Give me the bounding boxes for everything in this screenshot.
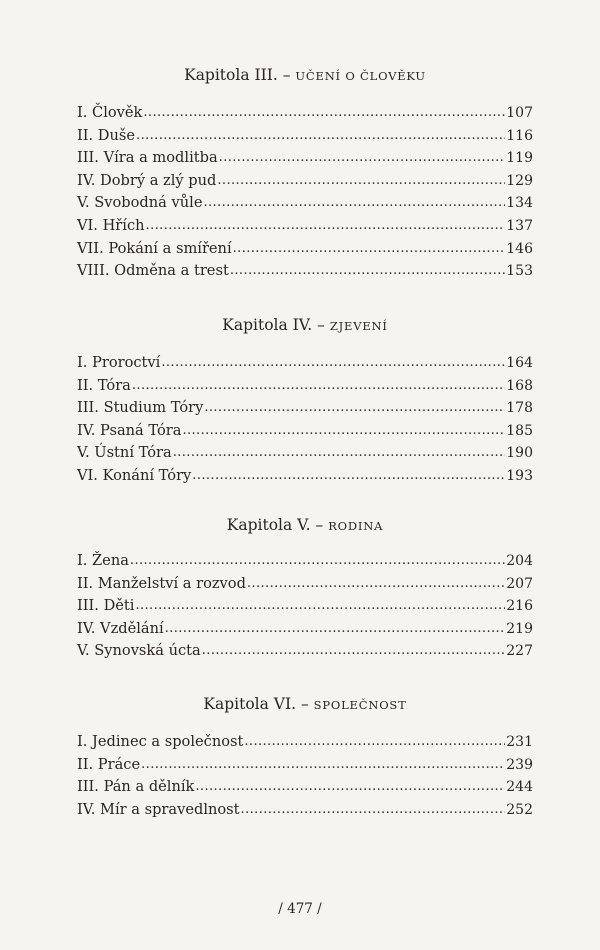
toc-entry-title: VIII. Odměna a trest xyxy=(77,262,229,280)
toc-entry-page: 168 xyxy=(506,377,533,394)
toc-entry-title: II. Tóra xyxy=(77,376,131,394)
toc-entry-title: I. Jedinec a společnost xyxy=(77,733,244,750)
toc-entry-page: 193 xyxy=(506,467,533,484)
dot-leader xyxy=(202,639,506,663)
toc-entry xyxy=(77,192,533,215)
toc-entry xyxy=(77,125,533,148)
toc-entry-page: 239 xyxy=(506,756,533,773)
toc-entry xyxy=(77,375,533,398)
chapter-heading xyxy=(77,314,533,336)
dot-leader xyxy=(136,124,505,148)
toc-entry-title: II. Práce xyxy=(77,755,141,773)
toc-entry-title: III. Děti xyxy=(77,597,135,615)
toc-entry-page: 207 xyxy=(506,575,533,592)
toc-entry-page: 252 xyxy=(506,801,533,818)
toc-entry-page: 119 xyxy=(506,150,533,167)
chapter-label: Kapitola III. – xyxy=(184,66,291,84)
chapter-name: UČENÍ O ČLOVĚKU xyxy=(295,69,426,83)
dot-leader xyxy=(247,572,505,596)
toc-entry-page: 116 xyxy=(506,127,533,144)
toc-entry xyxy=(77,595,533,618)
chapter-name: RODINA xyxy=(328,519,384,533)
dot-leader xyxy=(230,259,505,283)
dot-leader xyxy=(182,419,505,443)
toc-list xyxy=(77,731,533,821)
toc-entry xyxy=(77,731,533,754)
toc-entry-page: 227 xyxy=(506,643,533,660)
toc-entry xyxy=(77,465,533,488)
dot-leader xyxy=(165,617,506,641)
dot-leader xyxy=(141,753,505,777)
toc-entry-page: 178 xyxy=(506,400,533,417)
toc-entry xyxy=(77,799,533,822)
toc-entry-page: 216 xyxy=(506,598,533,615)
toc-entry-page: 204 xyxy=(506,553,533,569)
toc-entry-title: IV. Dobrý a zlý pud xyxy=(77,171,217,189)
dot-leader xyxy=(203,191,505,215)
toc-entry-title: V. Ústní Tóra xyxy=(77,444,172,462)
toc-entry-title: III. Studium Tóry xyxy=(77,399,204,417)
toc-entry-page: 190 xyxy=(506,445,533,462)
toc-list xyxy=(77,102,533,283)
toc-entry-page: 164 xyxy=(506,355,533,371)
toc-entry xyxy=(77,215,533,238)
dot-leader xyxy=(244,730,505,754)
toc-entry xyxy=(77,573,533,596)
toc-entry-title: II. Manželství a rozvod xyxy=(77,574,246,592)
toc-entry-title: V. Synovská úcta xyxy=(77,642,201,660)
chapter-label: Kapitola V. – xyxy=(226,516,324,534)
toc-entry xyxy=(77,102,533,125)
toc-entry xyxy=(77,754,533,777)
toc-entry xyxy=(77,776,533,799)
chapter-label: Kapitola IV. – xyxy=(222,316,325,334)
dot-leader xyxy=(173,441,506,465)
toc-entry-page: 244 xyxy=(506,779,533,796)
toc-entry-title: I. Žena xyxy=(77,552,129,569)
toc-entry-page: 153 xyxy=(506,263,533,280)
chapter-section xyxy=(77,314,533,488)
dot-leader xyxy=(143,101,505,125)
chapter-section xyxy=(77,64,533,283)
toc-entry-page: 231 xyxy=(506,734,533,750)
toc-entry-page: 134 xyxy=(506,195,533,212)
toc-entry xyxy=(77,550,533,573)
toc-list xyxy=(77,352,533,488)
dot-leader xyxy=(146,214,506,238)
dot-leader xyxy=(219,146,506,170)
dot-leader xyxy=(192,464,505,488)
toc-entry xyxy=(77,442,533,465)
toc-entry xyxy=(77,170,533,193)
chapter-name: SPOLEČNOST xyxy=(313,698,407,712)
toc-entry-page: 137 xyxy=(506,217,533,234)
chapter-heading xyxy=(77,64,533,86)
toc-entry-page: 107 xyxy=(506,105,533,121)
toc-list xyxy=(77,550,533,663)
toc-entry-page: 185 xyxy=(506,422,533,439)
dot-leader xyxy=(204,396,505,420)
toc-entry xyxy=(77,147,533,170)
toc-entry-page: 146 xyxy=(506,240,533,257)
chapter-heading xyxy=(77,514,533,536)
toc-entry-title: IV. Psaná Tóra xyxy=(77,421,182,439)
toc-entry-page: 219 xyxy=(506,620,533,637)
chapter-name: ZJEVENÍ xyxy=(329,319,388,333)
toc-entry-title: I. Proroctví xyxy=(77,354,161,371)
toc-entry xyxy=(77,420,533,443)
toc-entry xyxy=(77,352,533,375)
toc-entry-title: VI. Hřích xyxy=(77,216,145,234)
toc-entry-title: III. Víra a modlitba xyxy=(77,149,218,167)
chapter-section xyxy=(77,514,533,663)
dot-leader xyxy=(233,237,506,261)
chapter-section xyxy=(77,693,533,821)
page-number: / 477 / xyxy=(278,901,322,917)
toc-entry-title: IV. Vzdělání xyxy=(77,619,164,637)
toc-entry-title: VII. Pokání a smíření xyxy=(77,239,232,257)
dot-leader xyxy=(135,594,505,618)
toc-entry-title: II. Duše xyxy=(77,126,136,144)
dot-leader xyxy=(195,775,505,799)
chapter-label: Kapitola VI. – xyxy=(203,695,309,713)
dot-leader xyxy=(217,169,505,193)
toc-entry-title: I. Člověk xyxy=(77,104,143,121)
toc-entry xyxy=(77,238,533,261)
dot-leader xyxy=(161,351,505,375)
toc-entry-title: III. Pán a dělník xyxy=(77,778,195,796)
chapter-heading xyxy=(77,693,533,715)
dot-leader xyxy=(132,374,505,398)
toc-entry-title: VI. Konání Tóry xyxy=(77,466,192,484)
dot-leader xyxy=(241,798,506,822)
toc-entry-title: IV. Mír a spravedlnost xyxy=(77,800,240,818)
toc-entry xyxy=(77,618,533,641)
toc-entry-title: V. Svobodná vůle xyxy=(77,194,203,212)
dot-leader xyxy=(130,549,505,573)
toc-entry-page: 129 xyxy=(506,172,533,189)
toc-entry xyxy=(77,260,533,283)
toc-entry xyxy=(77,397,533,420)
toc-entry xyxy=(77,640,533,663)
